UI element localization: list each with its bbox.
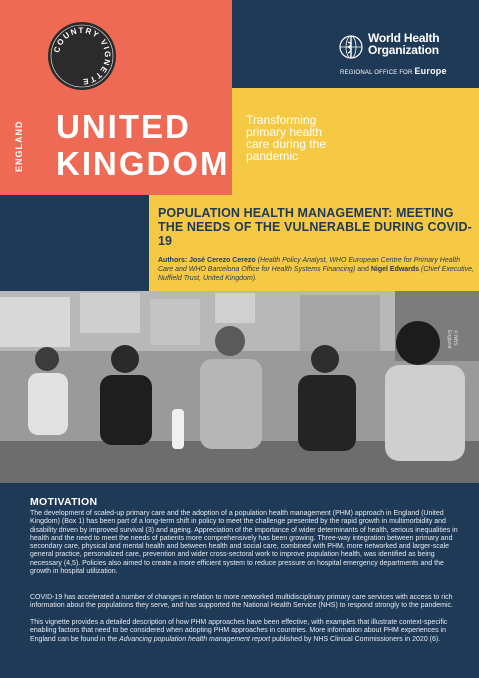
badge-text: COUNTRY VIGNETTE <box>52 25 113 87</box>
who-name <box>368 32 476 57</box>
headline-title: POPULATION HEALTH MANAGEMENT: MEETING THE NEEDS OF THE VULNERABLE DURING COVID-19 <box>158 206 472 248</box>
country-title-line2: KINGDOM <box>56 145 230 182</box>
author2-name: Nigel Edwards <box>370 266 420 273</box>
authors-and: and <box>357 266 369 273</box>
who-region <box>340 66 447 76</box>
paragraph-3-start: This vignette provides a detailed description of how PHM approaches have been effective, with examples that illustrate context-specific enabling factors that need to be considered when adopting PHM approaches in countries. More information about PHM experiences in England can be found in the <box>30 619 448 643</box>
motivation-heading: MOTIVATION <box>30 496 98 508</box>
who-region-prefix: REGIONAL OFFICE FOR <box>340 70 413 76</box>
who-emblem-icon <box>338 34 364 60</box>
england-label: ENGLAND <box>14 120 24 172</box>
report-title: Advancing population health management report <box>119 635 271 643</box>
author1-name: José Cerezo Cerezo <box>189 257 256 264</box>
country-vignette-badge <box>48 22 116 90</box>
subtitle: Transforming primary health care during the pandemic <box>246 113 327 163</box>
authors-label: Authors: <box>158 257 188 264</box>
author2-role: (Chief Executive, Nuffield Trust, United Kingdom). <box>158 266 474 282</box>
who-name-line2: Organization <box>368 43 439 57</box>
authors-line <box>158 256 476 283</box>
motivation-paragraph-1: The development of scaled-up primary care and the adoption of a population health management (PHM) approach in England (United Kingdom) (Box 1) has been part of a long-term shift in policy to meet the challenge presented by the rapid growth in multimorbidity and disability driven by improved survival (3) and ageing. Appreciation of the importance of wider determinants of health, serious inequalities in health and the need to meet the needs of patients more comprehensively has been growing. Three-way integration between primary and secondary care, physical and mental health and between health and social care, combined with PHM, more networked and larger-scale general practice, personalized care, prevention and wider cross-sectoral work to improve population health, was identified as being necessary (4,5). Policies also aimed to create a more efficient system to reduce pressure on hospital emergency departments and the growth in hospital utilization. <box>30 510 458 576</box>
motivation-paragraph-3 <box>30 619 460 644</box>
motivation-paragraph-2: COVID-19 has accelerated a number of changes in relation to more networked multidisciplinary primary care services with access to rich information about the populations they serve, and has supported the National Health Service (NHS) to respond strongly to the pandemic. <box>30 594 453 610</box>
who-region-name: Europe <box>414 66 447 76</box>
dark-header-block <box>232 0 326 88</box>
meeting-photo <box>0 291 479 483</box>
photo-credit: © NHS England <box>446 330 458 349</box>
who-name-line1: World Health <box>368 31 440 45</box>
author1-role: (Health Policy Analyst, WHO European Centre for Primary Health Care and WHO Barcelona Office for Health Systems Financing) <box>158 257 461 273</box>
paragraph-3-end: published by NHS Clinical Commissioners in 2020 (6). <box>270 635 441 643</box>
country-title <box>56 108 230 182</box>
country-title-line1: UNITED <box>56 108 191 145</box>
